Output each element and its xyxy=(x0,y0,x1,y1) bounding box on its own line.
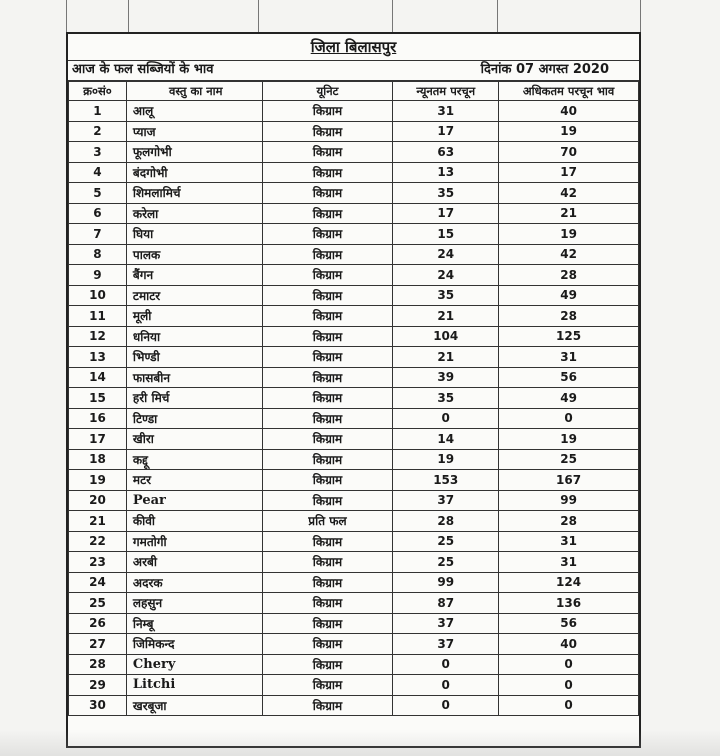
cell-min: 39 xyxy=(393,367,499,388)
table-row xyxy=(69,121,639,142)
col-header-unit: यूनिट xyxy=(262,82,393,101)
cell-unit: किग्राम xyxy=(262,121,393,142)
cell-item: Litchi xyxy=(126,675,262,696)
cell-unit: किग्राम xyxy=(262,326,393,347)
cell-unit: किग्राम xyxy=(262,613,393,634)
table-row xyxy=(69,429,639,450)
cell-max: 42 xyxy=(499,244,639,265)
table-row xyxy=(69,367,639,388)
cell-max: 0 xyxy=(499,675,639,696)
table-row xyxy=(69,388,639,409)
cell-max: 31 xyxy=(499,552,639,573)
cell-unit: किग्राम xyxy=(262,408,393,429)
cell-min: 153 xyxy=(393,470,499,491)
cell-unit: किग्राम xyxy=(262,367,393,388)
table-row xyxy=(69,511,639,532)
cell-unit: किग्राम xyxy=(262,593,393,614)
cell-min: 63 xyxy=(393,142,499,163)
cell-min: 0 xyxy=(393,675,499,696)
cell-min: 19 xyxy=(393,449,499,470)
table-row xyxy=(69,490,639,511)
cell-min: 25 xyxy=(393,531,499,552)
cell-serial: 23 xyxy=(69,552,127,573)
cell-serial: 27 xyxy=(69,634,127,655)
cell-item: प्याज xyxy=(126,121,262,142)
table-row xyxy=(69,408,639,429)
cell-serial: 2 xyxy=(69,121,127,142)
cell-serial: 7 xyxy=(69,224,127,245)
cell-item: लहसुन xyxy=(126,593,262,614)
cell-max: 56 xyxy=(499,613,639,634)
cell-item: मूली xyxy=(126,306,262,327)
table-row xyxy=(69,675,639,696)
table-row xyxy=(69,449,639,470)
cell-max: 0 xyxy=(499,408,639,429)
cell-serial: 18 xyxy=(69,449,127,470)
cell-item: निम्बू xyxy=(126,613,262,634)
cell-serial: 6 xyxy=(69,203,127,224)
col-header-item: वस्तु का नाम xyxy=(126,82,262,101)
cell-unit: प्रति फल xyxy=(262,511,393,532)
table-row xyxy=(69,552,639,573)
cell-max: 19 xyxy=(499,121,639,142)
cell-serial: 26 xyxy=(69,613,127,634)
cell-min: 25 xyxy=(393,552,499,573)
col-header-serial: क्र०सं० xyxy=(69,82,127,101)
cell-item: बंदगोभी xyxy=(126,162,262,183)
cell-serial: 22 xyxy=(69,531,127,552)
cell-unit: किग्राम xyxy=(262,162,393,183)
cell-max: 28 xyxy=(499,511,639,532)
price-table xyxy=(68,81,639,716)
cell-min: 87 xyxy=(393,593,499,614)
cell-unit: किग्राम xyxy=(262,183,393,204)
cell-serial: 16 xyxy=(69,408,127,429)
table-row xyxy=(69,285,639,306)
cell-serial: 14 xyxy=(69,367,127,388)
cell-max: 49 xyxy=(499,388,639,409)
cell-unit: किग्राम xyxy=(262,531,393,552)
col-header-min: न्यूनतम परचून xyxy=(393,82,499,101)
cell-item: मटर xyxy=(126,470,262,491)
cell-serial: 10 xyxy=(69,285,127,306)
cell-min: 28 xyxy=(393,511,499,532)
cell-unit: किग्राम xyxy=(262,142,393,163)
cell-max: 70 xyxy=(499,142,639,163)
cell-serial: 5 xyxy=(69,183,127,204)
cell-min: 17 xyxy=(393,121,499,142)
cell-max: 0 xyxy=(499,654,639,675)
cell-max: 167 xyxy=(499,470,639,491)
cell-max: 28 xyxy=(499,265,639,286)
cell-min: 21 xyxy=(393,306,499,327)
cell-item: फूलगोभी xyxy=(126,142,262,163)
table-row xyxy=(69,183,639,204)
cell-serial: 20 xyxy=(69,490,127,511)
cell-max: 0 xyxy=(499,695,639,716)
cell-serial: 25 xyxy=(69,593,127,614)
cell-serial: 1 xyxy=(69,101,127,122)
cell-min: 99 xyxy=(393,572,499,593)
cell-min: 15 xyxy=(393,224,499,245)
cell-unit: किग्राम xyxy=(262,572,393,593)
cell-serial: 12 xyxy=(69,326,127,347)
cell-min: 37 xyxy=(393,613,499,634)
cell-max: 19 xyxy=(499,429,639,450)
cell-unit: किग्राम xyxy=(262,654,393,675)
cell-max: 40 xyxy=(499,101,639,122)
cell-min: 31 xyxy=(393,101,499,122)
cell-max: 49 xyxy=(499,285,639,306)
cell-serial: 8 xyxy=(69,244,127,265)
cell-item: बैंगन xyxy=(126,265,262,286)
today-rates-label: आज के फल सब्जियों के भाव xyxy=(72,62,214,77)
cell-max: 19 xyxy=(499,224,639,245)
cell-serial: 21 xyxy=(69,511,127,532)
cell-unit: किग्राम xyxy=(262,675,393,696)
price-sheet xyxy=(66,32,641,748)
table-row xyxy=(69,162,639,183)
cell-min: 37 xyxy=(393,634,499,655)
cell-item: टमाटर xyxy=(126,285,262,306)
cell-max: 56 xyxy=(499,367,639,388)
table-row xyxy=(69,654,639,675)
cell-unit: किग्राम xyxy=(262,634,393,655)
cell-max: 42 xyxy=(499,183,639,204)
cell-item: Pear xyxy=(126,490,262,511)
cell-min: 13 xyxy=(393,162,499,183)
table-row xyxy=(69,531,639,552)
table-row xyxy=(69,306,639,327)
cell-item: जिमिकन्द xyxy=(126,634,262,655)
cell-min: 24 xyxy=(393,244,499,265)
table-row xyxy=(69,347,639,368)
cell-max: 28 xyxy=(499,306,639,327)
cell-unit: किग्राम xyxy=(262,101,393,122)
cell-unit: किग्राम xyxy=(262,244,393,265)
cell-item: खीरा xyxy=(126,429,262,450)
district-title: जिला बिलासपुर xyxy=(68,34,639,61)
cell-min: 0 xyxy=(393,654,499,675)
cell-item: अरबी xyxy=(126,552,262,573)
cell-min: 17 xyxy=(393,203,499,224)
cell-max: 31 xyxy=(499,347,639,368)
cell-max: 25 xyxy=(499,449,639,470)
cell-max: 125 xyxy=(499,326,639,347)
cell-item: करेला xyxy=(126,203,262,224)
table-row xyxy=(69,265,639,286)
table-row xyxy=(69,224,639,245)
cell-serial: 15 xyxy=(69,388,127,409)
cell-unit: किग्राम xyxy=(262,470,393,491)
table-row xyxy=(69,101,639,122)
cell-unit: किग्राम xyxy=(262,449,393,470)
cell-max: 124 xyxy=(499,572,639,593)
cell-unit: किग्राम xyxy=(262,306,393,327)
cell-item: Chery xyxy=(126,654,262,675)
cell-min: 21 xyxy=(393,347,499,368)
table-row xyxy=(69,203,639,224)
table-row xyxy=(69,244,639,265)
cell-min: 35 xyxy=(393,183,499,204)
cell-unit: किग्राम xyxy=(262,388,393,409)
cell-serial: 28 xyxy=(69,654,127,675)
cell-item: घिया xyxy=(126,224,262,245)
cell-item: कद्दू xyxy=(126,449,262,470)
cell-serial: 11 xyxy=(69,306,127,327)
cell-min: 0 xyxy=(393,408,499,429)
cell-serial: 9 xyxy=(69,265,127,286)
cell-unit: किग्राम xyxy=(262,347,393,368)
cell-unit: किग्राम xyxy=(262,265,393,286)
cell-serial: 3 xyxy=(69,142,127,163)
cell-item: अदरक xyxy=(126,572,262,593)
cell-unit: किग्राम xyxy=(262,203,393,224)
cell-unit: किग्राम xyxy=(262,490,393,511)
cell-min: 37 xyxy=(393,490,499,511)
cell-min: 14 xyxy=(393,429,499,450)
cell-max: 99 xyxy=(499,490,639,511)
cell-serial: 13 xyxy=(69,347,127,368)
cell-serial: 17 xyxy=(69,429,127,450)
table-row xyxy=(69,470,639,491)
cell-min: 24 xyxy=(393,265,499,286)
col-header-max: अधिकतम परचून भाव xyxy=(499,82,639,101)
cell-max: 31 xyxy=(499,531,639,552)
cell-unit: किग्राम xyxy=(262,285,393,306)
cell-min: 35 xyxy=(393,285,499,306)
cell-item: आलू xyxy=(126,101,262,122)
cell-unit: किग्राम xyxy=(262,429,393,450)
table-row xyxy=(69,142,639,163)
cell-item: भिण्डी xyxy=(126,347,262,368)
cell-serial: 24 xyxy=(69,572,127,593)
cell-item: धनिया xyxy=(126,326,262,347)
cell-min: 35 xyxy=(393,388,499,409)
cell-max: 40 xyxy=(499,634,639,655)
cell-item: खरबूजा xyxy=(126,695,262,716)
cell-serial: 19 xyxy=(69,470,127,491)
date-label: दिनांक 07 अगस्त 2020 xyxy=(480,62,609,77)
table-row xyxy=(69,695,639,716)
cell-item: कीवी xyxy=(126,511,262,532)
table-row xyxy=(69,326,639,347)
table-row xyxy=(69,613,639,634)
cell-max: 17 xyxy=(499,162,639,183)
cell-serial: 29 xyxy=(69,675,127,696)
cell-item: पालक xyxy=(126,244,262,265)
table-row xyxy=(69,634,639,655)
cell-item: गमतोगी xyxy=(126,531,262,552)
table-row xyxy=(69,593,639,614)
cell-serial: 30 xyxy=(69,695,127,716)
cell-max: 136 xyxy=(499,593,639,614)
table-header-row xyxy=(69,82,639,101)
subheader-row xyxy=(68,60,639,81)
cell-item: टिण्डा xyxy=(126,408,262,429)
table-row xyxy=(69,572,639,593)
cell-item: शिमलामिर्च xyxy=(126,183,262,204)
cell-unit: किग्राम xyxy=(262,552,393,573)
cell-serial: 4 xyxy=(69,162,127,183)
cell-max: 21 xyxy=(499,203,639,224)
cell-item: फासबीन xyxy=(126,367,262,388)
cell-item: हरी मिर्च xyxy=(126,388,262,409)
cell-unit: किग्राम xyxy=(262,224,393,245)
cell-min: 104 xyxy=(393,326,499,347)
cell-min: 0 xyxy=(393,695,499,716)
scan-shadow xyxy=(0,730,720,756)
cell-unit: किग्राम xyxy=(262,695,393,716)
